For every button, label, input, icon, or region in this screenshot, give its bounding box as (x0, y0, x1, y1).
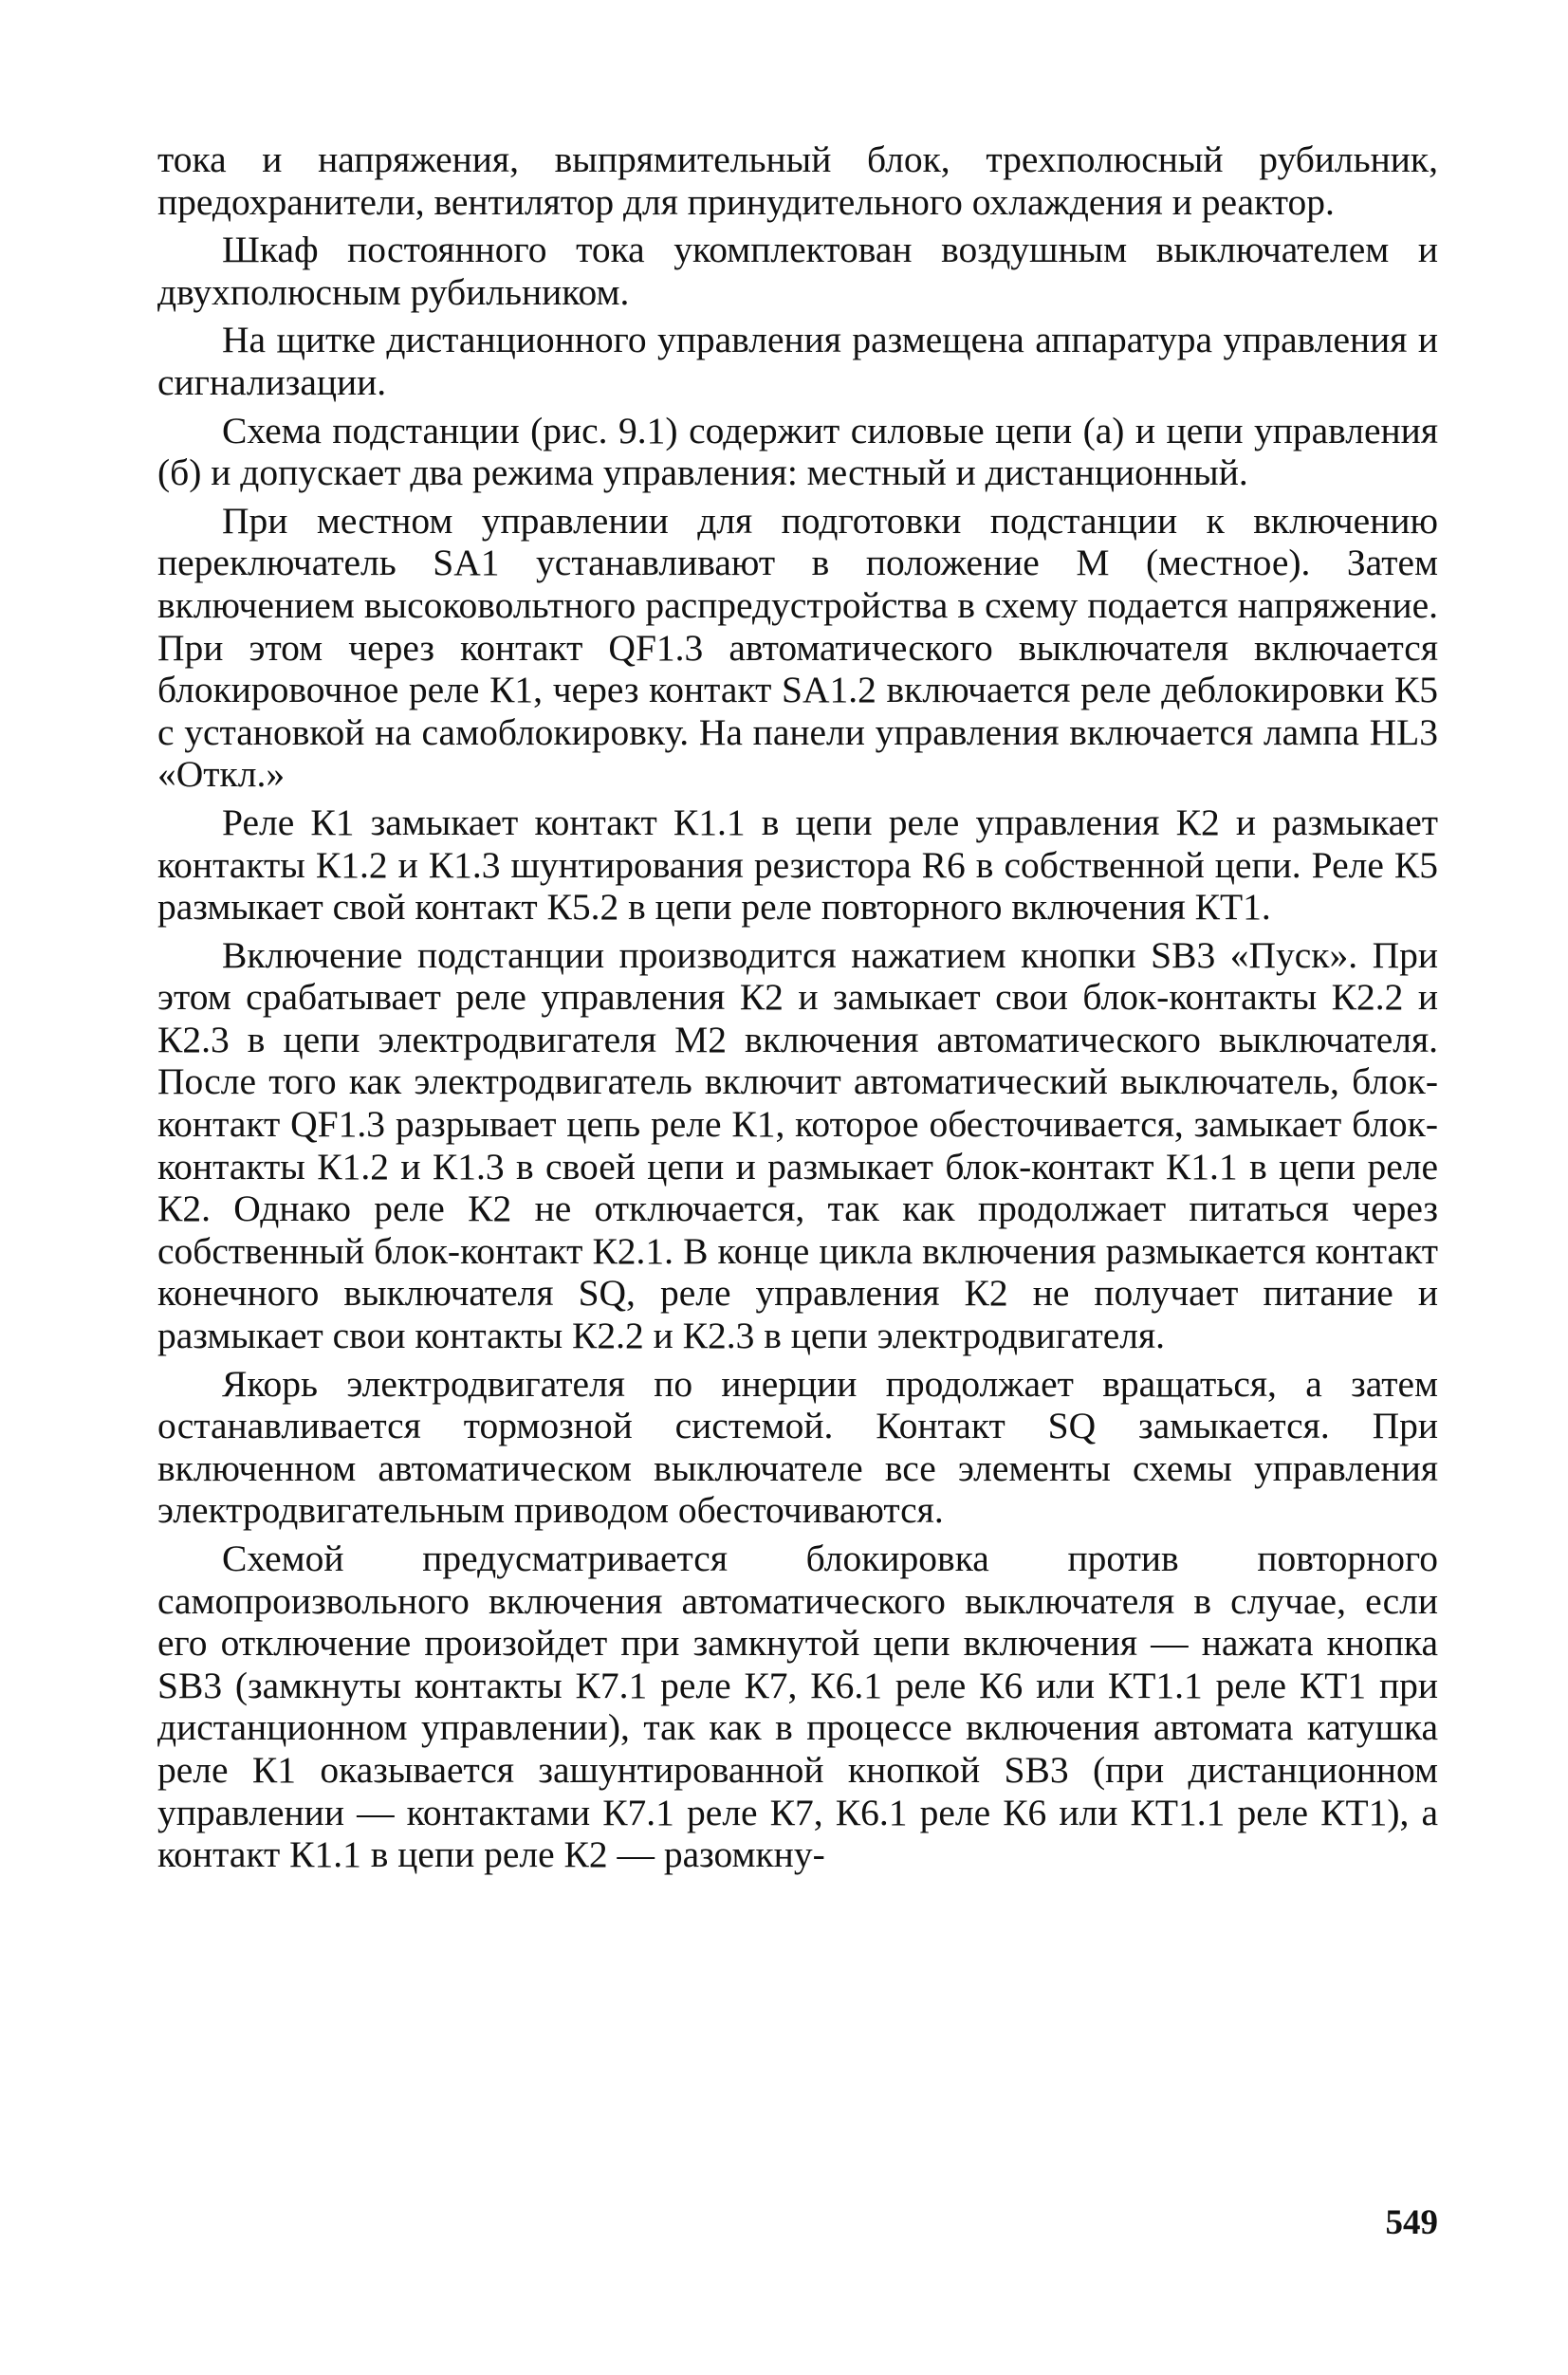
paragraph-9: Схемой предусматривается блокировка против повторного самопроизвольного включения автоматического выключателя в случае, если его отключение произойдет при замкнутой цепи включения — нажата кнопка SB3 (замкнуты контакты К7.1 реле К7, К6.1 реле К6 или КТ1.1 реле КТ1 при дистанционном управлении), так как в процессе включения автомата катушка реле К1 оказывается зашунтированной кнопкой SB3 (при дистанционном управлении — контактами К7.1 реле К7, К6.1 реле К6 или КТ1.1 реле КТ1), а контакт К1.1 в цепи реле К2 — разомкну- (157, 1537, 1438, 1876)
paragraph-5: При местном управлении для подготовки подстанции к включению переключатель SA1 устанавливают в положение М (местное). Затем включением высоковольтного распредустройства в схему подается напряжение. При этом через контакт QF1.3 автоматического выключателя включается блокировочное реле К1, через контакт SA1.2 включается реле деблокировки К5 с установкой на самоблокировку. На панели управления включается лампа HL3 «Откл.» (157, 499, 1438, 796)
paragraph-1: тока и напряжения, выпрямительный блок, трехполюсный рубильник, предохранители, вентилятор для принудительного охлаждения и реактор. (157, 138, 1438, 223)
paragraph-8: Якорь электродвигателя по инерции продолжает вращаться, а затем останавливается тормозной системой. Контакт SQ замыкается. При включенном автоматическом выключателе все элементы схемы управления электродвигательным приводом обесточиваются. (157, 1362, 1438, 1532)
paragraph-6: Реле К1 замыкает контакт К1.1 в цепи реле управления К2 и размыкает контакты К1.2 и К1.3 шунтирования резистора R6 в собственной цепи. Реле К5 размыкает свой контакт К5.2 в цепи реле повторного включения КТ1. (157, 801, 1438, 929)
page-number: 549 (1385, 2203, 1438, 2242)
paragraph-3: На щитке дистанционного управления размещена аппаратура управления и сигнализации. (157, 319, 1438, 403)
paragraph-2: Шкаф постоянного тока укомплектован воздушным выключателем и двухполюсным рубильником. (157, 229, 1438, 313)
paragraph-4: Схема подстанции (рис. 9.1) содержит силовые цепи (а) и цепи управления (б) и допускает два режима управления: местный и дистанционный. (157, 409, 1438, 494)
page-text (157, 138, 1438, 1882)
paragraph-7: Включение подстанции производится нажатием кнопки SB3 «Пуск». При этом срабатывает реле управления К2 и замыкает свои блок-контакты К2.2 и К2.3 в цепи электродвигателя М2 включения автоматического выключателя. После того как электродвигатель включит автоматический выключатель, блок-контакт QF1.3 разрывает цепь реле К1, которое обесточивается, замыкает блок-контакты К1.2 и К1.3 в своей цепи и размыкает блок-контакт К1.1 в цепи реле К2. Однако реле К2 не отключается, так как продолжает питаться через собственный блок-контакт К2.1. В конце цикла включения размыкается контакт конечного выключателя SQ, реле управления К2 не получает питание и размыкает свои контакты К2.2 и К2.3 в цепи электродвигателя. (157, 933, 1438, 1357)
